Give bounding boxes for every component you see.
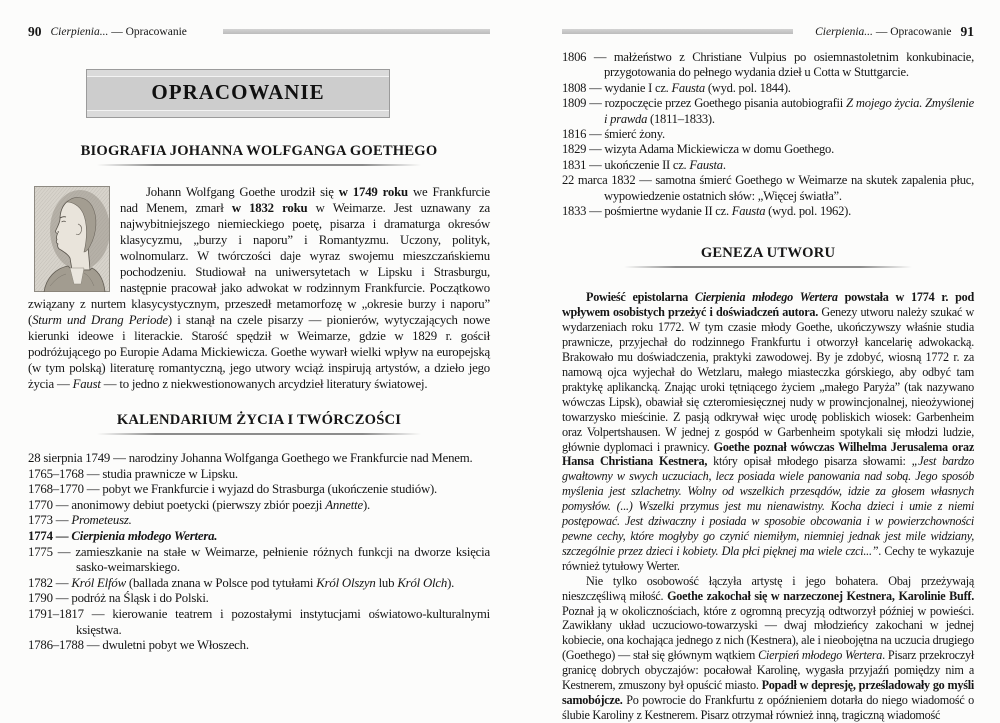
timeline-item [562,81,974,96]
timeline-item [562,204,974,219]
text-run: Poznał ją w okolicznościach, które z ogromną precyzją odtworzył później w powieści. Zawikłany układ uczuciowo-towarzyski — dwaj młodzieńcy zakochani w jednej kobiecie, ona kochająca jednego z nich (Kestnera), ale i nieobojętna na uczucia drugiego (Goethego) — stał się głównym wątkiem [562,603,974,663]
left-page [28,0,490,654]
text-run: Król Olch [397,575,448,590]
text-run: Cierpienia młodego Wertera. [71,528,218,543]
text-run: Cierpienia młodego Wertera [694,290,838,305]
text-run: ) i stanął na czele pisarzy — pionierów, wytyczających nowe kierunki ideowe i literackie. Starość spędził w Weimarze, gdzie w 1829 r. gościł podróżującego po Europie Adama Mickiewicza. Goethe wywarł wielki wpływ na europejską (w tym polską) literaturę romantyczną, jego utwory wciąż inspirują artystów, a dzieło jego życia — [28,313,490,391]
running-title: Cierpienia... — Opracowanie [815,25,952,38]
text-run: 1786–1788 — dwuletni pobyt we Włoszech. [28,638,249,653]
geneza-heading: GENEZA UTWORU [700,245,836,262]
timeline-item [28,529,490,545]
text-run: we Frankfurcie nad Menem, zmarł [120,185,490,215]
biography-paragraph [28,184,490,392]
biografia-heading: BIOGRAFIA JOHANNA WOLFGANGA GOETHEGO [80,143,438,159]
text-run: Fausta [671,80,705,95]
kalendarium-heading: KALENDARIUM ŻYCIA I TWÓRCZOŚCI [116,412,402,428]
text-run: 1816 — śmierć żony. [562,127,665,142]
text-run: Goethe poznał wówczas Wilhelma Jerusalema oraz Hansa Christiana Kestnera, [562,439,974,469]
text-run: Faust [72,377,101,391]
text-run: . [722,157,726,172]
geneza-paragraph-1 [562,290,974,573]
text-run: (ballada znana w Polsce pod tytułami [125,575,317,590]
timeline-1806-1833 [562,50,974,219]
timeline-item [28,467,490,483]
text-run: Genezy utworu należy szukać w wydarzeniach roku 1772. W tym czasie młody Goethe, ukończywszy właśnie studia prawnicze, przyjechał do rodzinnego Frankfurtu i otworzył kancelarię adwokacką. Brakowało mu doświadczenia, praktyki zawodowej. By je zdobyć, wiosną 1772 r. za namową ojca wyjechał do Wetzlaru, małego miasteczka górskiego, aby odbyć tam praktykę aplikancką. Znając uroki tętniącego życiem „małego Paryża” (tak nazywano wówczas Lipsk), obawiał się czteromiesięcznej nudy w prowincjonalnej, nieożywionej towarzysko mieścinie. Z pasją odkrywał więc urodę pobliskich wiosek: Garbenheim oraz Volpertshausen. W jednej z gospód w Garbenheim spotykali się młodzi ludzie, głównie dyplomaci i prawnicy. [562,305,974,454]
text-run: który opisał młodego pisarza słowami: [707,454,912,469]
text-run: Sturm und Drang Periode [32,313,168,327]
text-run: Fausta [689,157,723,172]
text-run: 1768–1770 — pobyt we Frankfurcie i wyjazd do Strasburga (ukończenie studiów). [28,482,438,497]
text-run: ). [447,575,455,590]
text-run: w 1749 roku [338,185,408,199]
text-run: — to jedno z niekwestionowanych arcydzieł literatury światowej. [100,377,428,391]
timeline-item [28,576,490,592]
timeline-item [28,451,490,467]
text-run: Goethe zakochał się w narzeczonej Kestnera, Karolinie Buff. [667,588,974,603]
text-run: Po powrocie do Frankfurtu z opóźnieniem dotarła do niego wiadomość o ślubie Karoliny z Kestnerem. Pisarz otrzymał również inną, tragiczną wiadomość [562,692,974,722]
timeline-item [28,638,490,654]
heading-rule [97,164,420,166]
text-run: Nie tylko osobowość łączyła artystę i jego bohatera. Obaj przeżywają nieszczęśliwą miłość. [562,573,974,603]
text-run: „Jest bardzo gwałtowny w swych uczuciach, lecz posiada wiele panowania nad sobą. Jego sposób myślenia jest szlachetny. Wolny od wszelkich przesądów, idzie za głosem własnych pomysłów. (...) Wszelki przymus jest mu nienawistny. Kocha dzieci i umie z niemi postępować. Jest dziwaczny i posiada w sposobie obcowania i w powierzchowności pewne cechy, które mogłyby go czynić niemiłym, niemniej jednak jest mile widziany, szczególnie przez dzieci i kobiety. Dla płci pięknej ma wiele czci...” [562,454,974,558]
text-run: Prometeusz. [71,513,132,528]
text-run: 22 marca 1832 — samotna śmierć Goethego w Weimarze na skutek zapalenia płuc, wypowiedzenie ostatnich słów: „Więcej światła”. [562,173,974,203]
timeline-item [28,513,490,529]
right-running-header [562,25,974,38]
timeline-item [562,96,974,127]
running-title: Cierpienia... — Opracowanie [50,25,187,38]
text-run: 1831 — ukończenie II cz. [562,157,690,172]
timeline-item [562,50,974,81]
timeline-item [562,142,974,157]
timeline-1749-1788 [28,451,490,654]
text-run: 1773 — [28,513,72,528]
page-number: 91 [960,24,974,39]
text-run: Johann Wolfgang Goethe urodził się [146,185,339,199]
left-running-header [28,25,490,38]
timeline-item [28,482,490,498]
text-run: Powieść epistolarna [586,290,695,305]
text-run: 1833 — pośmiertne wydanie II cz. [562,204,732,219]
banner-title: OPRACOWANIE [87,77,389,110]
text-run: 1782 — [28,575,72,590]
text-run: Fausta [731,204,766,219]
text-run: Król Olszyn [316,575,376,590]
text-run: Popadł w depresję, prześladowały go myśli samobójcze. [562,678,974,707]
text-run: w Weimarze. Jest uznawany za najwybitniejszego niemieckiego poetę, pisarza i dramaturga okresów klasycyzmu, „burzy i naporu” i Romantyzmu. Uczony, polityk, wolnomularz. W twórczości daje wyraz swojemu mieszczańskiemu pochodzeniu. Studiował na uniwersytetach w Lipsku i Strasburgu, następnie pracował jako adwokat w rodzinnym Frankfurcie. Początkowo związany z nurtem klasycystycznym, przeszedł metamorfozę w „okresie burzy i naporu” ( [28,201,490,327]
text-run: . Pisarz przekroczył granicę dobrych obyczajów: pocałował Karolinę, wygasła przyjaźń pomiędzy nim a Kestnerem, zmuszony był opuścić miasto. [562,648,974,693]
text-run: (1811–1833). [647,111,715,126]
heading-rule [97,433,420,435]
right-page [562,0,974,723]
text-run: 1808 — wydanie I cz. [562,80,672,95]
text-run: . Cechy te wykazuje również tytułowy Werter. [562,543,974,573]
banner-bottom-strip [87,110,389,117]
timeline-item [28,591,490,607]
text-run: Annette [325,497,363,512]
text-run: 1774 — [28,528,72,543]
text-run: 28 sierpnia 1749 — narodziny Johanna Wolfganga Goethego we Frankfurcie nad Menem. [28,451,473,465]
text-run: 1770 — anonimowy debiut poetycki (pierwszy zbiór poezji [28,497,326,512]
opracowanie-banner [86,69,390,118]
timeline-item [28,498,490,514]
timeline-item [562,158,974,173]
header-rule-bar [562,29,793,34]
text-run: 1806 — małżeństwo z Christiane Vulpius po osiemnastoletnim konkubinacie, przygotowania do pełnego wydania dzieł u Cotta w Stuttgarcie. [562,50,974,80]
goethe-portrait-image [34,186,110,292]
text-run: 1829 — wizyta Adama Mickiewicza w domu Goethego. [562,142,834,157]
timeline-item [562,173,974,204]
text-run: Król Elfów [71,575,126,590]
text-run: powstała w 1774 r. pod wpływem osobistych przeżyć i doświadczeń autora. [562,290,974,320]
timeline-item [562,127,974,142]
banner-top-strip [87,70,389,77]
timeline-item [28,545,490,576]
text-run: ). [362,497,371,512]
text-run: lub [375,575,398,590]
timeline-item [28,607,490,638]
text-run: 1791–1817 — kierowanie teatrem i pozostałymi instytucjami oświatowo-kulturalnymi księstwa. [28,606,490,637]
geneza-paragraph-2 [562,574,974,723]
text-run: (wyd. pol. 1844). [704,80,791,95]
text-run: Z mojego życia. Zmyślenie i prawda [604,96,974,126]
heading-rule [624,266,912,268]
text-run: 1790 — podróż na Śląsk i do Polski. [28,591,209,606]
text-run: (wyd. pol. 1962). [765,204,851,219]
page-number: 90 [28,24,42,39]
text-run: Cierpień młodego Wertera [758,648,883,663]
text-run: 1809 — rozpoczęcie przez Goethego pisania autobiografii [562,96,847,111]
text-run: 1765–1768 — studia prawnicze w Lipsku. [28,466,238,481]
header-rule-bar [223,29,490,34]
text-run: w 1832 roku [231,201,308,215]
text-run: 1775 — zamieszkanie na stałe w Weimarze, pełnienie różnych funkcji na dworze księcia sasko-weimarskiego. [28,544,490,575]
